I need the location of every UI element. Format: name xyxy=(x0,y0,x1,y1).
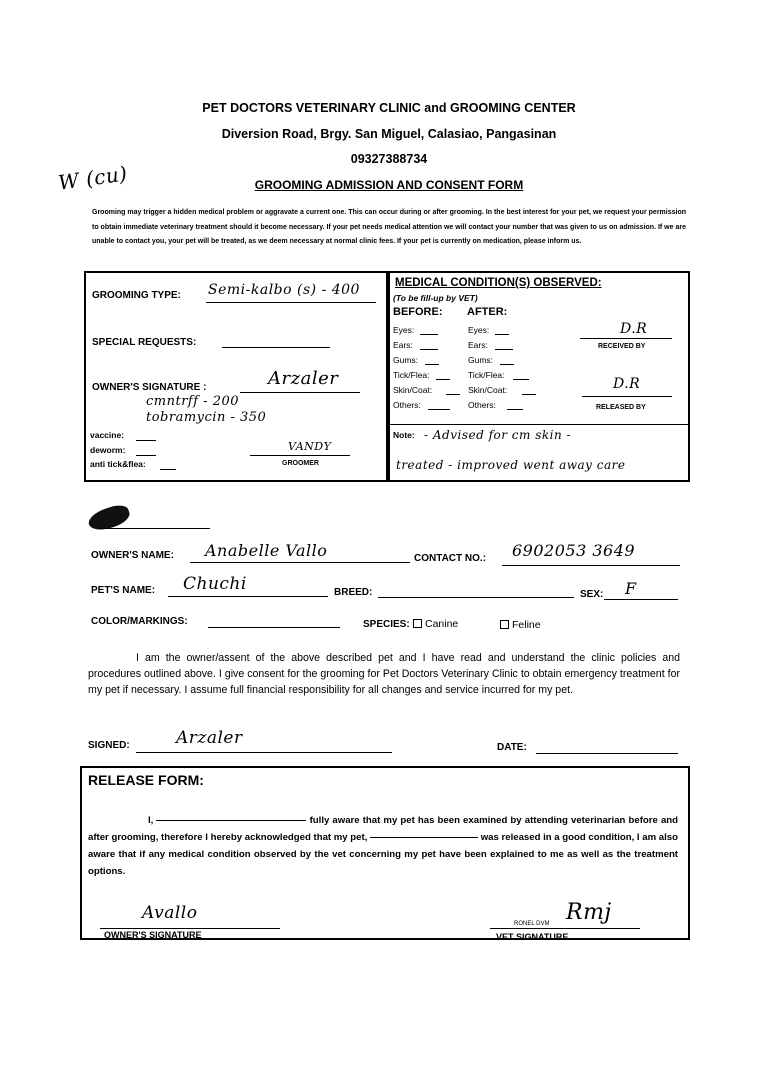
clinic-phone: 09327388734 xyxy=(350,152,428,166)
breed-field[interactable] xyxy=(378,597,574,598)
vaccine-field[interactable] xyxy=(136,440,156,441)
after-row-2: Gums: xyxy=(468,355,494,365)
vet-signature-value[interactable]: Rmj xyxy=(566,900,612,925)
deworm-label: deworm: xyxy=(90,445,126,455)
species-label: SPECIES: xyxy=(363,619,410,630)
contact-label: CONTACT NO.: xyxy=(414,553,487,564)
form-title: GROOMING ADMISSION AND CONSENT FORM xyxy=(254,178,524,192)
signed-underline xyxy=(136,752,392,753)
note-value-2[interactable]: treated - improved went away care xyxy=(396,458,626,472)
before-field-1[interactable] xyxy=(420,349,438,350)
released-by-label: RELEASED BY xyxy=(596,404,646,411)
after-row-1: Ears: xyxy=(468,340,488,350)
after-field-5[interactable] xyxy=(507,409,523,410)
intro-text: Grooming may trigger a hidden medical problem or aggravate a current one. This can occur during or after grooming. In the best interest for your pet, we request your permission to obtain immediate veterinary treatment should it become necessary. If your pet needs medical attention we will contact your number that was given to us on admission. If we are unable to contact you, your pet will be treated, as we deem necessary at normal clinic fees. If your pet is currently on medication, please inform us. xyxy=(92,209,686,245)
anti-tick-field[interactable] xyxy=(160,469,176,470)
medical-title: MEDICAL CONDITION(S) OBSERVED: xyxy=(395,277,602,289)
owner-signature-value[interactable]: Arzaler xyxy=(268,368,339,389)
handwritten-note-1: cmntrff - 200 xyxy=(146,394,240,409)
pet-name-underline xyxy=(168,596,328,597)
sex-label: SEX: xyxy=(580,589,604,600)
release-owner-signature-line xyxy=(100,928,280,929)
release-text-2: was released in a good condition, I am also aware that if any medical condition observed by the vet concerning my pet have been explained to me as well as the treatment options. xyxy=(88,832,678,877)
note-label: Note: xyxy=(393,430,415,440)
after-field-2[interactable] xyxy=(500,364,514,365)
after-row-4: Skin/Coat: xyxy=(468,385,508,395)
grooming-type-value[interactable]: Semi-kalbo (s) - 400 xyxy=(208,282,360,298)
grooming-type-label: GROOMING TYPE: xyxy=(92,290,181,301)
before-field-4[interactable] xyxy=(446,394,460,395)
special-requests-field[interactable] xyxy=(222,347,330,348)
consent-text: I am the owner/assent of the above described pet and I have read and understand the clinic policies and procedures outlined above. I give consent for the grooming for Pet Doctors Veterinary Clinic to obtain emergency treatment for my pet if necessary. I assume full financial responsibility for all changes and service incurred for my pet. xyxy=(88,652,680,696)
groomer-underline xyxy=(250,455,350,456)
after-row-0: Eyes: xyxy=(468,325,490,335)
release-title: RELEASE FORM: xyxy=(88,772,204,788)
received-by-label: RECEIVED BY xyxy=(598,343,646,350)
medical-subtitle: (To be fill-up by VET) xyxy=(393,293,478,303)
after-field-3[interactable] xyxy=(513,379,529,380)
special-requests-label: SPECIAL REQUESTS: xyxy=(92,337,197,348)
canine-checkbox[interactable] xyxy=(413,619,422,628)
sex-underline xyxy=(604,599,678,600)
released-by-value[interactable]: D.R xyxy=(613,376,641,392)
deworm-field[interactable] xyxy=(136,455,156,456)
feline-checkbox[interactable] xyxy=(500,620,509,629)
before-label: BEFORE: xyxy=(393,306,443,318)
handwritten-note-2: tobramycin - 350 xyxy=(146,410,267,425)
date-label: DATE: xyxy=(497,742,527,753)
contact-underline xyxy=(502,565,680,566)
owner-name-label: OWNER'S NAME: xyxy=(91,550,174,561)
release-owner-signature-value[interactable]: Avallo xyxy=(142,903,198,923)
before-row-0: Eyes: xyxy=(393,325,415,335)
owner-signature-label: OWNER'S SIGNATURE : xyxy=(92,382,207,393)
vaccine-label: vaccine: xyxy=(90,430,125,440)
release-pet-field[interactable] xyxy=(370,837,478,838)
signed-label: SIGNED: xyxy=(88,740,130,751)
release-owner-signature-label: OWNER'S SIGNATURE xyxy=(104,930,202,940)
release-name-field[interactable] xyxy=(156,820,306,821)
after-field-0[interactable] xyxy=(495,334,509,335)
before-field-3[interactable] xyxy=(436,379,450,380)
after-row-3: Tick/Flea: xyxy=(468,370,505,380)
pet-name-value[interactable]: Chuchi xyxy=(183,574,247,594)
before-row-3: Tick/Flea: xyxy=(393,370,430,380)
grooming-type-underline xyxy=(206,302,376,303)
ink-blot xyxy=(86,502,132,534)
before-field-5[interactable] xyxy=(428,409,450,410)
vet-signature-label: VET SIGNATURE xyxy=(496,932,569,942)
signed-value[interactable]: Arzaler xyxy=(176,728,243,748)
feline-label: Feline xyxy=(512,619,541,631)
release-i-label: I, xyxy=(148,815,154,826)
before-row-4: Skin/Coat: xyxy=(393,385,433,395)
before-field-2[interactable] xyxy=(425,364,439,365)
clinic-name: PET DOCTORS VETERINARY CLINIC and GROOMING CENTER xyxy=(202,101,576,115)
anti-tick-label: anti tick&flea: xyxy=(90,459,146,469)
release-paragraph xyxy=(88,812,678,880)
note-value-1[interactable]: - Advised for cm skin - xyxy=(424,428,572,442)
received-by-value[interactable]: D.R xyxy=(620,321,648,337)
owner-name-value[interactable]: Anabelle Vallo xyxy=(205,541,328,560)
after-label: AFTER: xyxy=(467,306,508,318)
after-field-4[interactable] xyxy=(522,394,536,395)
clinic-address: Diversion Road, Brgy. San Miguel, Calasiao, Pangasinan xyxy=(221,127,557,141)
before-field-0[interactable] xyxy=(420,334,438,335)
groomer-value[interactable]: VANDY xyxy=(288,440,332,453)
color-field[interactable] xyxy=(208,627,340,628)
before-row-1: Ears: xyxy=(393,340,413,350)
released-by-underline xyxy=(582,396,672,397)
date-field[interactable] xyxy=(536,753,678,754)
received-by-underline xyxy=(580,338,672,339)
owner-signature-underline xyxy=(240,392,360,393)
note-divider xyxy=(388,424,688,425)
groomer-label: GROOMER xyxy=(282,460,319,467)
canine-option[interactable] xyxy=(413,618,458,630)
blot-line xyxy=(100,528,210,529)
before-row-2: Gums: xyxy=(393,355,419,365)
margin-note: W (cu) xyxy=(56,161,129,195)
after-field-1[interactable] xyxy=(495,349,513,350)
breed-label: BREED: xyxy=(334,587,373,598)
feline-option[interactable] xyxy=(500,619,541,631)
sex-value[interactable]: F xyxy=(625,579,637,598)
owner-name-underline xyxy=(190,562,410,563)
color-label: COLOR/MARKINGS: xyxy=(91,616,188,627)
contact-value[interactable]: 6902053 3649 xyxy=(512,541,636,560)
vet-signature-line xyxy=(490,928,640,929)
vet-name-small: RONEL DVM xyxy=(514,921,550,927)
before-row-5: Others: xyxy=(393,400,421,410)
after-row-5: Others: xyxy=(468,400,496,410)
pet-name-label: PET'S NAME: xyxy=(91,585,156,596)
release-text-1: fully aware that my pet has been examined by attending veterinarian before and after grooming, therefore I hereby acknowledged that my pet, xyxy=(88,815,679,843)
canine-label: Canine xyxy=(425,618,459,630)
